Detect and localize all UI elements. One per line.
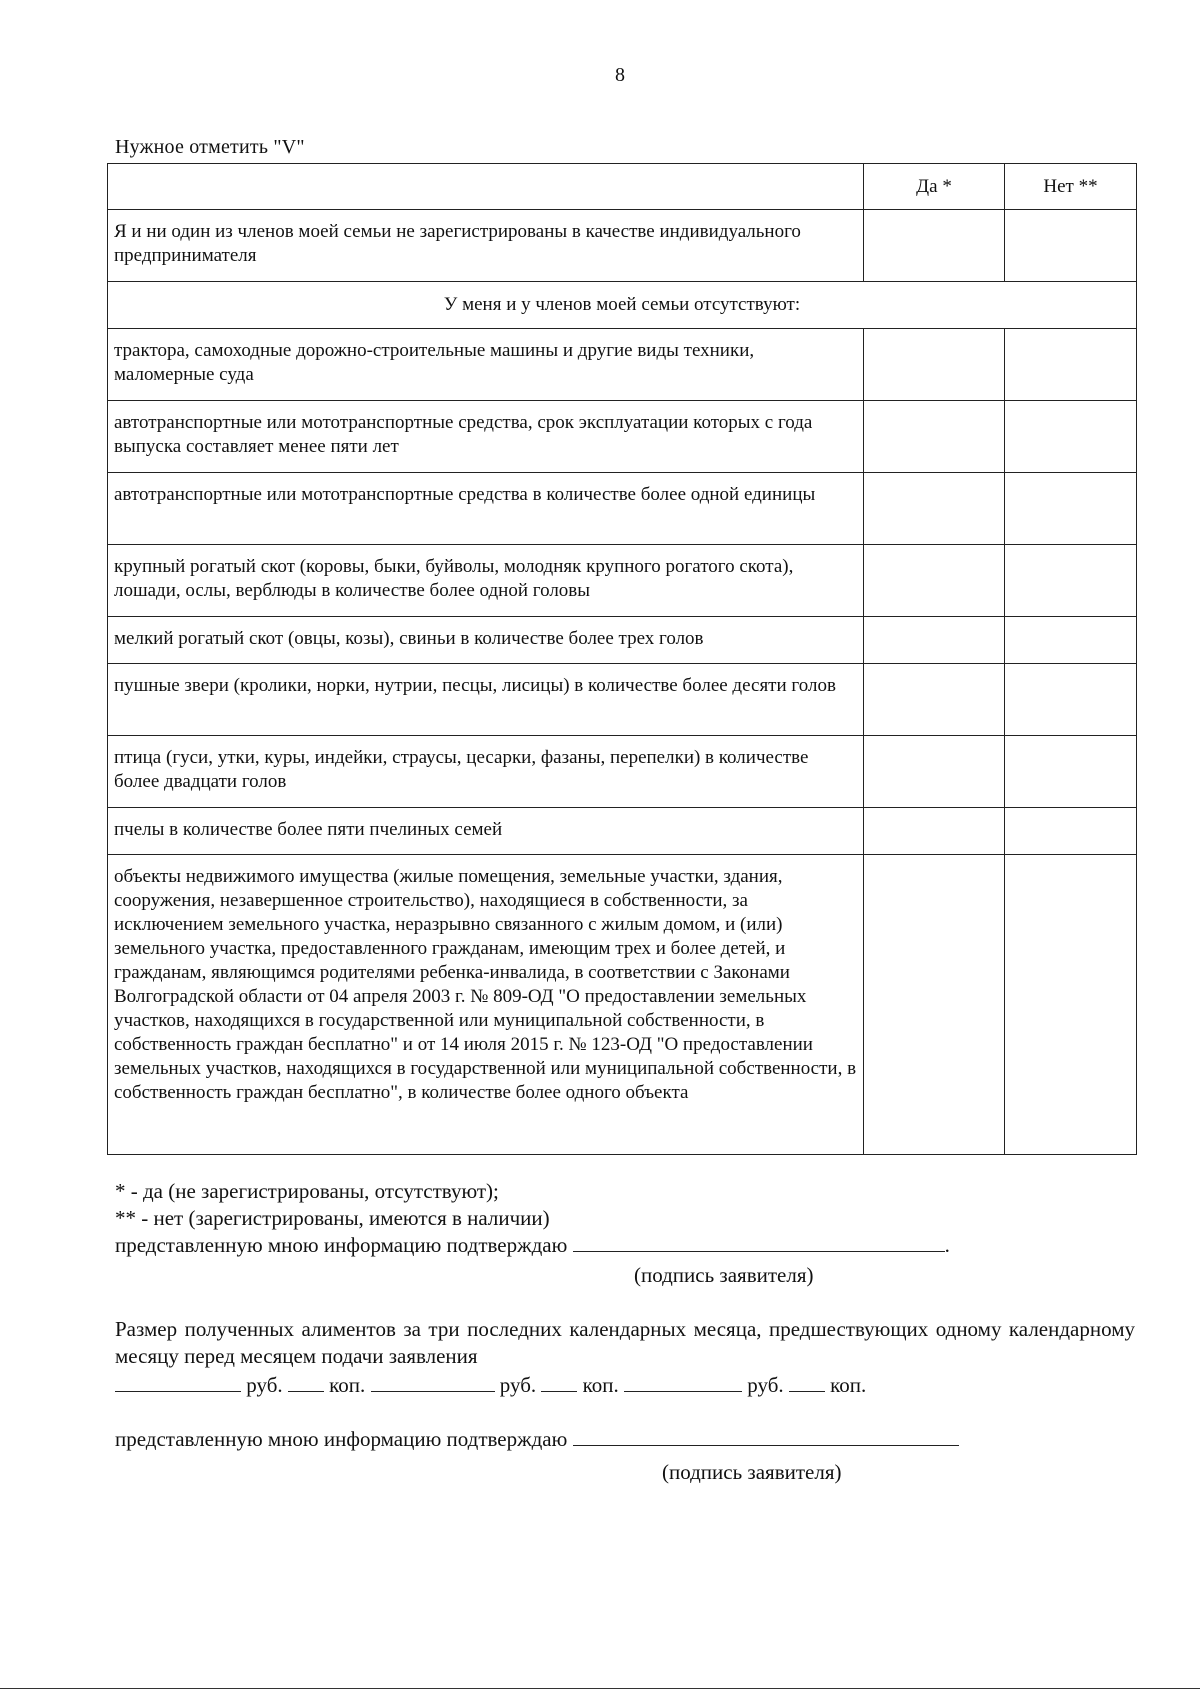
kop-field-2[interactable] [541, 1373, 577, 1392]
yes-checkbox-cell[interactable] [864, 664, 1005, 736]
table-row [108, 329, 1137, 401]
signature-field[interactable] [573, 1427, 959, 1446]
row-text: Я и ни один из членов моей семьи не зарегистрированы в качестве индивидуального предпринимателя [114, 221, 801, 266]
kop-label: коп. [329, 1373, 366, 1397]
header-empty-cell [108, 164, 864, 210]
no-checkbox-cell[interactable] [1005, 736, 1137, 808]
period: . [944, 1233, 950, 1257]
yes-checkbox-cell[interactable] [864, 329, 1005, 401]
table-header-row [108, 164, 1137, 210]
section-title: У меня и у членов моей семьи отсутствуют: [108, 282, 1137, 329]
yes-checkbox-cell[interactable] [864, 545, 1005, 617]
table-row-entrepreneur [108, 210, 1137, 282]
footnotes [115, 1178, 950, 1259]
no-checkbox-cell[interactable] [1005, 617, 1137, 664]
kop-field-1[interactable] [288, 1373, 324, 1392]
row-text: объекты недвижимого имущества (жилые помещения, земельные участки, здания, сооружения, незавершенное строительство), находящиеся в собственности, за исключением земельного участка, неразрывно связанного с жилым домом, и (или) земельного участка, предоставленного гражданам, имеющим трех и более детей, и гражданам, являющимся родителями ребенка-инвалида, в соответствии с Законами Волгоградской области от 04 апреля 2003 г. № 809-ОД "О предоставлении земельных участков, находящихся в государственной или муниципальной собственности, в собственность граждан бесплатно" и от 14 июля 2015 г. № 123-ОД "О предоставлении земельных участков, находящихся в государственной или муниципальной собственности, в собственность граждан бесплатно", в количестве более одного объекта [114, 866, 857, 1103]
rub-field-1[interactable] [115, 1373, 241, 1392]
table-row [108, 664, 1137, 736]
yes-checkbox-cell[interactable] [864, 401, 1005, 473]
footnote-yes: * - да (не зарегистрированы, отсутствуют); [115, 1179, 499, 1203]
yes-checkbox-cell[interactable] [864, 736, 1005, 808]
kop-label: коп. [582, 1373, 619, 1397]
yes-checkbox-cell[interactable] [864, 617, 1005, 664]
table-section-row [108, 282, 1137, 329]
signature-caption: (подпись заявителя) [634, 1263, 814, 1287]
no-checkbox-cell[interactable] [1005, 545, 1137, 617]
property-checklist-table [107, 163, 1137, 1155]
instruction: Нужное отметить "V" [115, 136, 305, 158]
rub-field-2[interactable] [371, 1373, 495, 1392]
header-yes: Да * [864, 164, 1005, 210]
no-checkbox-cell[interactable] [1005, 808, 1137, 855]
page-number: 8 [615, 64, 625, 86]
yes-checkbox-cell[interactable] [864, 210, 1005, 282]
table-row [108, 855, 1137, 1155]
rub-field-3[interactable] [624, 1373, 742, 1392]
rub-label: руб. [747, 1373, 784, 1397]
alimony-text: Размер полученных алиментов за три последних календарных месяца, предшествующих одному календарному месяцу перед месяцем подачи заявления [115, 1317, 1135, 1368]
table-row [108, 401, 1137, 473]
no-checkbox-cell[interactable] [1005, 664, 1137, 736]
signature-caption: (подпись заявителя) [662, 1460, 842, 1484]
rub-label: руб. [499, 1373, 537, 1397]
row-text: птица (гуси, утки, куры, индейки, страусы, цесарки, фазаны, перепелки) в количестве более двадцати голов [114, 747, 809, 792]
yes-checkbox-cell[interactable] [864, 473, 1005, 545]
header-no: Нет ** [1005, 164, 1137, 210]
alimony-section [115, 1316, 1135, 1399]
page-bottom-rule [0, 1688, 1200, 1689]
table-row [108, 736, 1137, 808]
no-checkbox-cell[interactable] [1005, 855, 1137, 1155]
no-checkbox-cell[interactable] [1005, 329, 1137, 401]
confirm-text: представленную мною информацию подтверждаю [115, 1233, 568, 1257]
alimony-amounts [115, 1372, 1135, 1399]
row-text: автотранспортные или мототранспортные средства в количестве более одной единицы [114, 484, 816, 505]
yes-checkbox-cell[interactable] [864, 855, 1005, 1155]
footnote-no: ** - нет (зарегистрированы, имеются в наличии) [115, 1206, 550, 1230]
table-row [108, 473, 1137, 545]
table-row [108, 545, 1137, 617]
signature-field[interactable] [573, 1233, 945, 1252]
kop-label: коп. [830, 1373, 867, 1397]
table-row [108, 808, 1137, 855]
row-text: пчелы в количестве более пяти пчелиных семей [114, 819, 503, 840]
no-checkbox-cell[interactable] [1005, 401, 1137, 473]
confirm-line [115, 1232, 950, 1259]
alimony-confirm-line [115, 1427, 959, 1452]
no-checkbox-cell[interactable] [1005, 473, 1137, 545]
row-text: мелкий рогатый скот (овцы, козы), свиньи в количестве более трех голов [114, 628, 704, 649]
table-row [108, 617, 1137, 664]
row-text: пушные звери (кролики, норки, нутрии, песцы, лисицы) в количестве более десяти голов [114, 675, 836, 696]
row-text: трактора, самоходные дорожно-строительные машины и другие виды техники, маломерные суда [114, 340, 755, 385]
kop-field-3[interactable] [789, 1373, 825, 1392]
confirm-text: представленную мною информацию подтверждаю [115, 1427, 568, 1451]
yes-checkbox-cell[interactable] [864, 808, 1005, 855]
rub-label: руб. [246, 1373, 283, 1397]
row-text: автотранспортные или мототранспортные средства, срок эксплуатации которых с года выпуска составляет менее пяти лет [114, 412, 813, 457]
row-text: крупный рогатый скот (коровы, быки, буйволы, молодняк крупного рогатого скота), лошади, ослы, верблюды в количестве более одной головы [114, 556, 794, 601]
no-checkbox-cell[interactable] [1005, 210, 1137, 282]
